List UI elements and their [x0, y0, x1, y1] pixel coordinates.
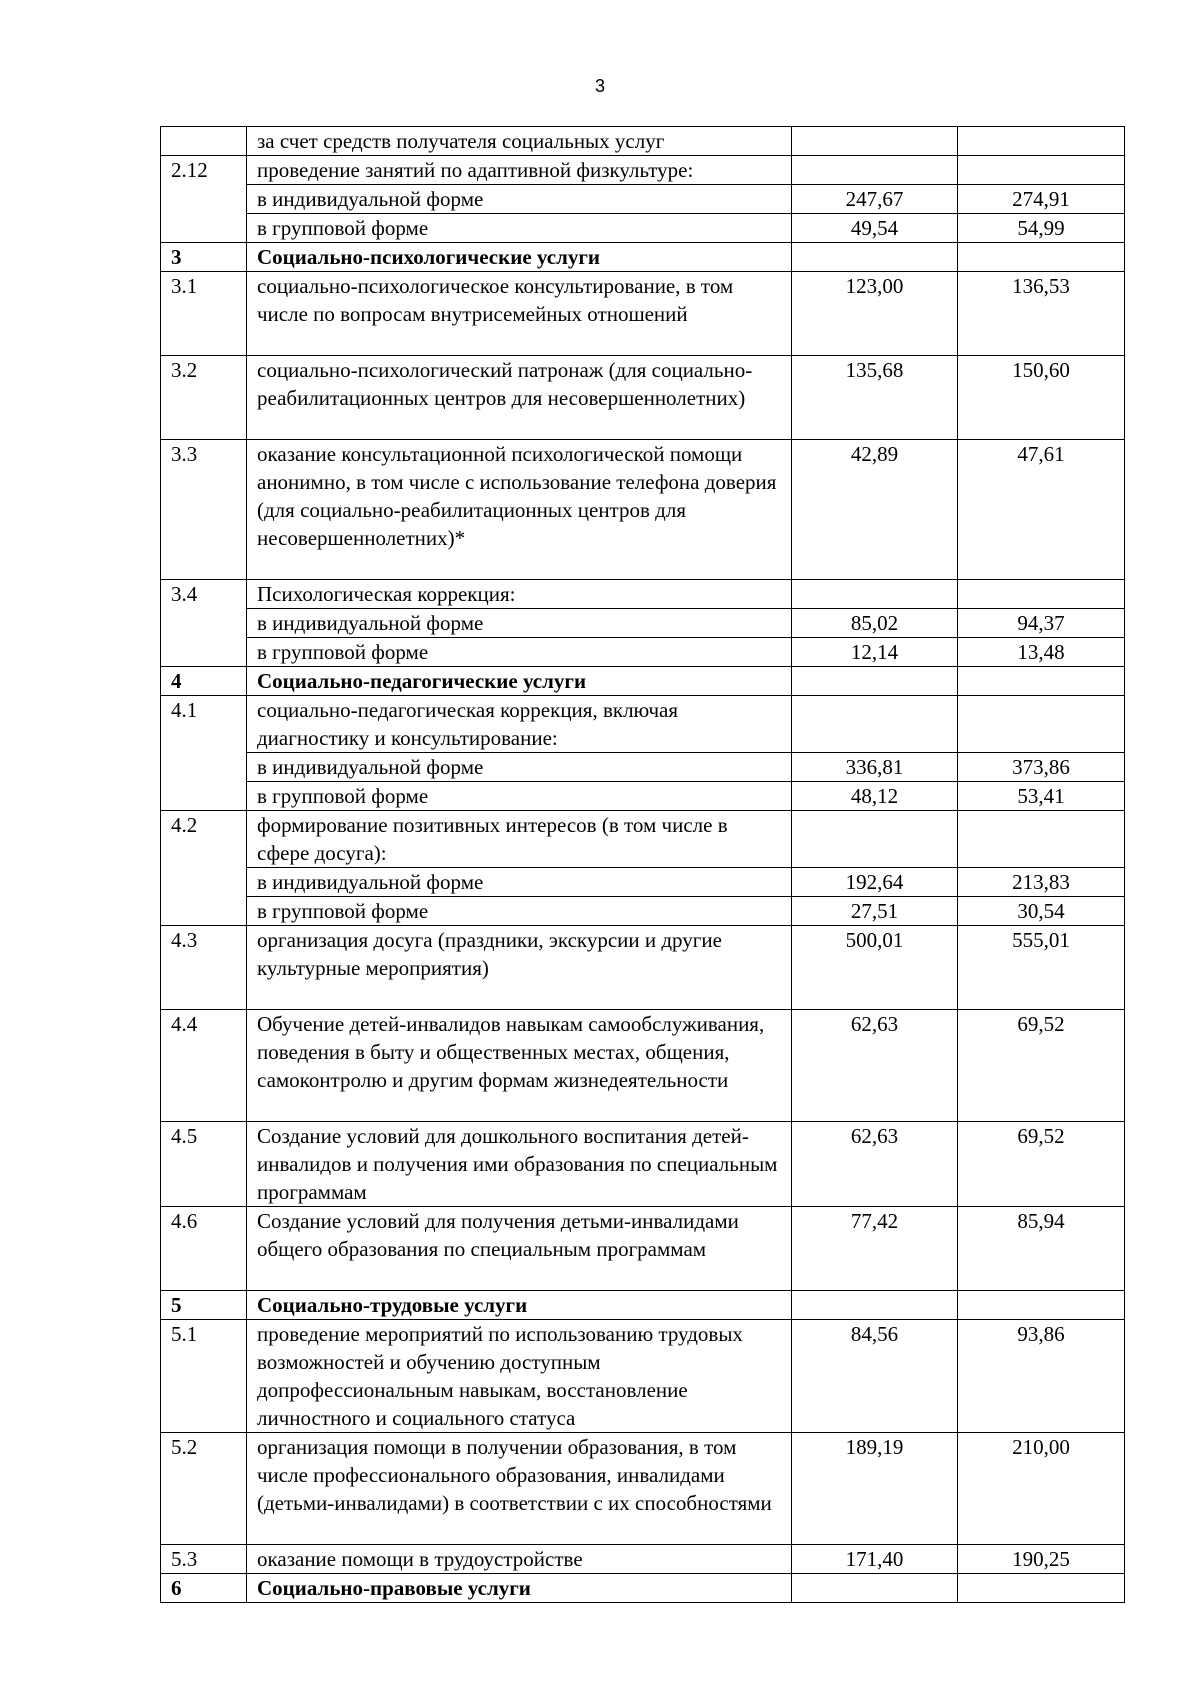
tariff-value-1 [792, 811, 958, 868]
row-number [161, 185, 247, 214]
tariff-value-1 [792, 667, 958, 696]
service-name: Создание условий для дошкольного воспитания детей-инвалидов и получения ими образования по специальным программам [247, 1122, 792, 1207]
row-number [161, 638, 247, 667]
tariff-value-1: 85,02 [792, 609, 958, 638]
table-row [161, 580, 1125, 609]
tariff-value-2: 47,61 [958, 440, 1125, 580]
table-row [161, 753, 1125, 782]
section-number: 5 [161, 1291, 247, 1320]
section-row [161, 243, 1125, 272]
row-number: 4.3 [161, 926, 247, 1010]
row-number: 4.1 [161, 696, 247, 753]
service-name: Психологическая коррекция: [247, 580, 792, 609]
table-row [161, 1122, 1125, 1207]
tariff-value-1: 62,63 [792, 1122, 958, 1207]
service-name: социально-педагогическая коррекция, включая диагностику и консультирование: [247, 696, 792, 753]
tariff-value-2 [958, 580, 1125, 609]
table-row [161, 1320, 1125, 1433]
row-number [161, 127, 247, 156]
tariff-value-2: 136,53 [958, 272, 1125, 356]
tariff-value-1: 48,12 [792, 782, 958, 811]
section-title: Социально-трудовые услуги [247, 1291, 792, 1320]
service-name: социально-психологический патронаж (для социально-реабилитационных центров для несовершеннолетних) [247, 356, 792, 440]
tariff-value-2: 85,94 [958, 1207, 1125, 1291]
row-number: 5.3 [161, 1545, 247, 1574]
row-number: 4.4 [161, 1010, 247, 1122]
tariff-value-1: 171,40 [792, 1545, 958, 1574]
tariff-value-2: 30,54 [958, 897, 1125, 926]
row-number: 4.6 [161, 1207, 247, 1291]
tariff-value-1: 77,42 [792, 1207, 958, 1291]
row-number [161, 609, 247, 638]
tariff-value-1: 189,19 [792, 1433, 958, 1545]
service-name: социально-психологическое консультирование, в том числе по вопросам внутрисемейных отношений [247, 272, 792, 356]
table-row [161, 782, 1125, 811]
row-number: 5.1 [161, 1320, 247, 1433]
table-row [161, 696, 1125, 753]
tariff-value-1 [792, 1291, 958, 1320]
tariff-value-2: 373,86 [958, 753, 1125, 782]
table-row [161, 272, 1125, 356]
row-number: 3.2 [161, 356, 247, 440]
tariff-value-1: 247,67 [792, 185, 958, 214]
tariff-value-1: 135,68 [792, 356, 958, 440]
table-row [161, 1433, 1125, 1545]
row-number [161, 753, 247, 782]
row-number: 4.5 [161, 1122, 247, 1207]
service-name: в индивидуальной форме [247, 868, 792, 897]
row-number [161, 868, 247, 897]
tariff-value-2: 13,48 [958, 638, 1125, 667]
tariff-value-1 [792, 127, 958, 156]
tariff-value-2: 274,91 [958, 185, 1125, 214]
page-number: 3 [594, 76, 605, 96]
row-number [161, 782, 247, 811]
tariff-value-1: 42,89 [792, 440, 958, 580]
service-name: в групповой форме [247, 782, 792, 811]
tariff-value-2 [958, 156, 1125, 185]
table-row [161, 214, 1125, 243]
tariff-value-2 [958, 127, 1125, 156]
tariff-value-1 [792, 243, 958, 272]
table-row [161, 1010, 1125, 1122]
tariff-value-2: 150,60 [958, 356, 1125, 440]
tariff-value-2: 210,00 [958, 1433, 1125, 1545]
service-name: организация помощи в получении образования, в том числе профессионального образования, инвалидами (детьми-инвалидами) в соответствии с их способностями [247, 1433, 792, 1545]
tariff-value-2: 190,25 [958, 1545, 1125, 1574]
section-number: 3 [161, 243, 247, 272]
table-row [161, 638, 1125, 667]
tariff-value-2 [958, 1291, 1125, 1320]
tariff-value-2 [958, 243, 1125, 272]
section-row [161, 1574, 1125, 1603]
tariff-value-2 [958, 811, 1125, 868]
row-number: 4.2 [161, 811, 247, 868]
service-name: за счет средств получателя социальных услуг [247, 127, 792, 156]
tariff-value-1 [792, 696, 958, 753]
service-name: проведение занятий по адаптивной физкультуре: [247, 156, 792, 185]
row-number [161, 214, 247, 243]
tariff-value-2: 213,83 [958, 868, 1125, 897]
service-name: формирование позитивных интересов (в том числе в сфере досуга): [247, 811, 792, 868]
tariff-value-1: 49,54 [792, 214, 958, 243]
table-row [161, 1545, 1125, 1574]
table-row [161, 185, 1125, 214]
tariff-value-1: 500,01 [792, 926, 958, 1010]
row-number: 3.3 [161, 440, 247, 580]
service-name: в групповой форме [247, 214, 792, 243]
tariff-value-2: 53,41 [958, 782, 1125, 811]
tariff-value-2: 94,37 [958, 609, 1125, 638]
tariff-value-1: 27,51 [792, 897, 958, 926]
table-row [161, 156, 1125, 185]
tariff-value-1: 123,00 [792, 272, 958, 356]
tariff-value-2 [958, 1574, 1125, 1603]
tariff-value-1 [792, 580, 958, 609]
section-title: Социально-педагогические услуги [247, 667, 792, 696]
table-row [161, 127, 1125, 156]
tariff-value-1: 84,56 [792, 1320, 958, 1433]
section-title: Социально-психологические услуги [247, 243, 792, 272]
tariff-value-1: 62,63 [792, 1010, 958, 1122]
service-name: Обучение детей-инвалидов навыкам самообслуживания, поведения в быту и общественных местах, общения, самоконтролю и другим формам жизнедеятельности [247, 1010, 792, 1122]
table-row [161, 897, 1125, 926]
tariff-value-1: 336,81 [792, 753, 958, 782]
service-name: оказание консультационной психологической помощи анонимно, в том числе с использование телефона доверия (для социально-реабилитационных центров для несовершеннолетних)* [247, 440, 792, 580]
tariff-value-2 [958, 667, 1125, 696]
tariff-value-1: 12,14 [792, 638, 958, 667]
table-row [161, 1207, 1125, 1291]
tariff-value-1: 192,64 [792, 868, 958, 897]
tariff-table [160, 126, 1125, 1603]
section-title: Социально-правовые услуги [247, 1574, 792, 1603]
service-name: оказание помощи в трудоустройстве [247, 1545, 792, 1574]
table-row [161, 609, 1125, 638]
tariff-value-2: 69,52 [958, 1122, 1125, 1207]
row-number: 3.1 [161, 272, 247, 356]
service-name: организация досуга (праздники, экскурсии и другие культурные мероприятия) [247, 926, 792, 1010]
service-name: в индивидуальной форме [247, 753, 792, 782]
tariff-value-2: 555,01 [958, 926, 1125, 1010]
service-name: в индивидуальной форме [247, 609, 792, 638]
tariff-value-2: 54,99 [958, 214, 1125, 243]
row-number: 5.2 [161, 1433, 247, 1545]
tariff-value-1 [792, 1574, 958, 1603]
table-row [161, 926, 1125, 1010]
row-number: 2.12 [161, 156, 247, 185]
tariff-value-1 [792, 156, 958, 185]
row-number: 3.4 [161, 580, 247, 609]
table-row [161, 356, 1125, 440]
tariff-value-2: 93,86 [958, 1320, 1125, 1433]
row-number [161, 897, 247, 926]
service-name: в групповой форме [247, 638, 792, 667]
table-row [161, 868, 1125, 897]
tariff-value-2 [958, 696, 1125, 753]
service-name: Создание условий для получения детьми-инвалидами общего образования по специальным программам [247, 1207, 792, 1291]
section-row [161, 1291, 1125, 1320]
section-number: 6 [161, 1574, 247, 1603]
section-row [161, 667, 1125, 696]
table-row [161, 440, 1125, 580]
table-row [161, 811, 1125, 868]
tariff-table-body [161, 127, 1125, 1603]
service-name: в индивидуальной форме [247, 185, 792, 214]
section-number: 4 [161, 667, 247, 696]
tariff-value-2: 69,52 [958, 1010, 1125, 1122]
service-name: в групповой форме [247, 897, 792, 926]
service-name: проведение мероприятий по использованию трудовых возможностей и обучению доступным допрофессиональным навыкам, восстановление личностного и социального статуса [247, 1320, 792, 1433]
